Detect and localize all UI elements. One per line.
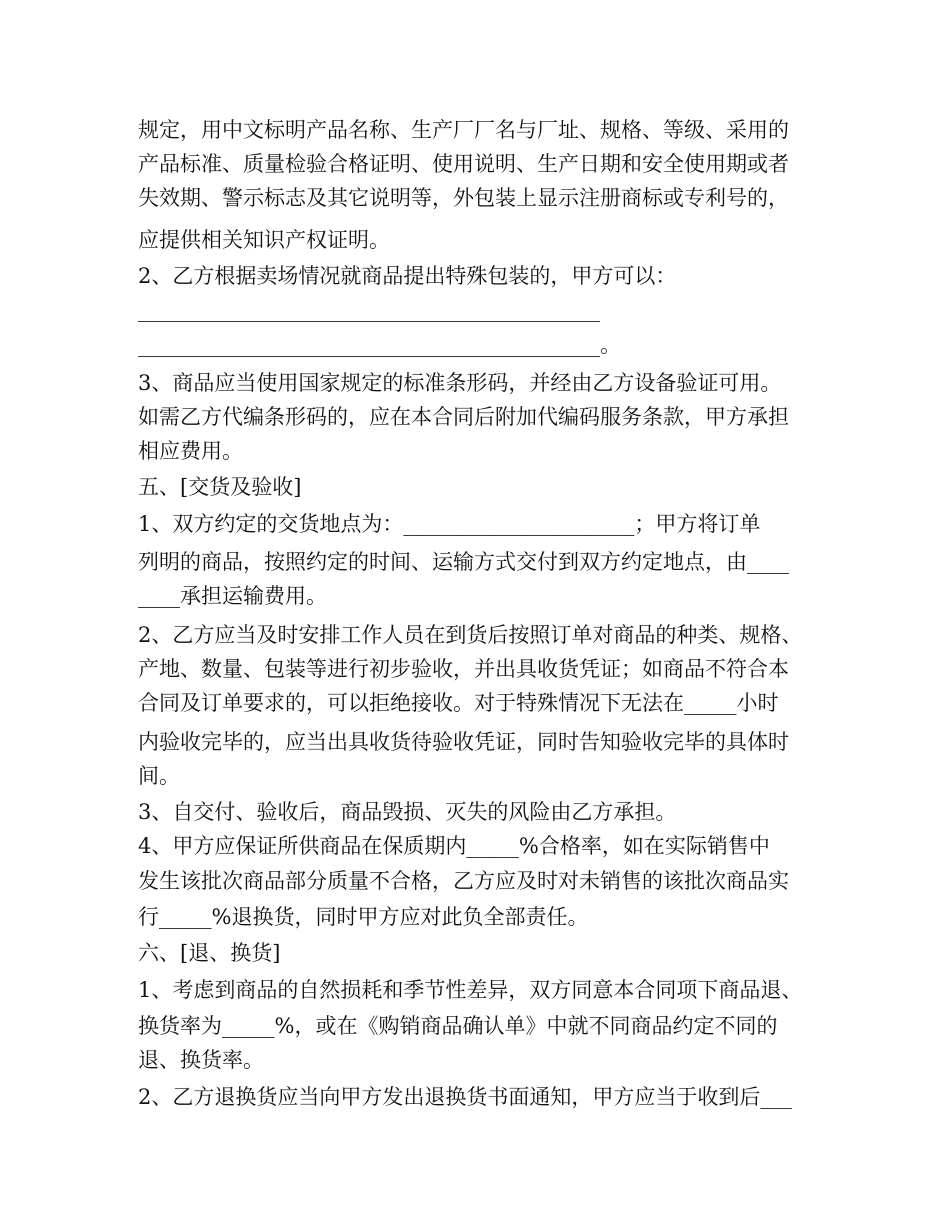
- text-line: 失效期、警示标志及其它说明等，外包装上显示注册商标或专利号的，: [138, 186, 789, 210]
- text-line: 行_____%退换货，同时甲方应对此负全部责任。: [138, 905, 589, 929]
- text-line: 间。: [138, 764, 180, 788]
- text-line: 产地、数量、包装等进行初步验收，并出具收货凭证；如商品不符合本: [138, 657, 789, 681]
- text-line: 发生该批次商品部分质量不合格，乙方应及时对未销售的该批次商品实: [138, 869, 789, 893]
- text-line: 2、乙方根据卖场情况就商品提出特殊包装的，甲方可以：: [138, 264, 677, 288]
- text-line: 2、乙方退换货应当向甲方发出退换货书面通知，甲方应当于收到后___: [138, 1085, 792, 1109]
- section-heading: 五、[交货及验收]: [138, 475, 302, 499]
- blank-fill-line: ____________________________________________: [138, 298, 600, 322]
- section-heading: 六、[退、换货]: [138, 941, 281, 965]
- text-line: 如需乙方代编条形码的，应在本合同后附加代编码服务条款，甲方承担: [138, 405, 789, 429]
- text-line: 1、考虑到商品的自然损耗和季节性差异，双方同意本合同项下商品退、: [138, 978, 803, 1002]
- text-line: 2、乙方应当及时安排工作人员在到货后按照订单对商品的种类、规格、: [138, 623, 803, 647]
- text-line: 应提供相关知识产权证明。: [138, 228, 390, 252]
- text-line: 相应费用。: [138, 439, 243, 463]
- text-line: 换货率为_____%，或在《购销商品确认单》中就不同商品约定不同的: [138, 1014, 778, 1038]
- text-line: 3、自交付、验收后，商品毁损、灭失的风险由乙方承担。: [138, 800, 677, 824]
- text-line: 产品标准、质量检验合格证明、使用说明、生产日期和安全使用期或者: [138, 152, 789, 176]
- text-line: 4、甲方应保证所供商品在保质期内_____%合格率，如在实际销售中: [138, 834, 770, 858]
- text-line: 退、换货率。: [138, 1048, 264, 1072]
- text-line: 3、商品应当使用国家规定的标准条形码，并经由乙方设备验证可用。: [138, 371, 782, 395]
- text-line: 1、双方约定的交货地点为：______________________；甲方将订单: [138, 512, 761, 536]
- blank-fill-line: ____________________________________________。: [138, 333, 621, 357]
- text-line: 规定，用中文标明产品名称、生产厂厂名与厂址、规格、等级、采用的: [138, 118, 789, 142]
- text-line: ____承担运输费用。: [138, 584, 327, 608]
- text-line: 合同及订单要求的，可以拒绝接收。对于特殊情况下无法在_____小时: [138, 691, 779, 715]
- text-line: 列明的商品，按照约定的时间、运输方式交付到双方约定地点，由____: [138, 550, 789, 574]
- text-line: 内验收完毕的，应当出具收货待验收凭证，同时告知验收完毕的具体时: [138, 730, 789, 754]
